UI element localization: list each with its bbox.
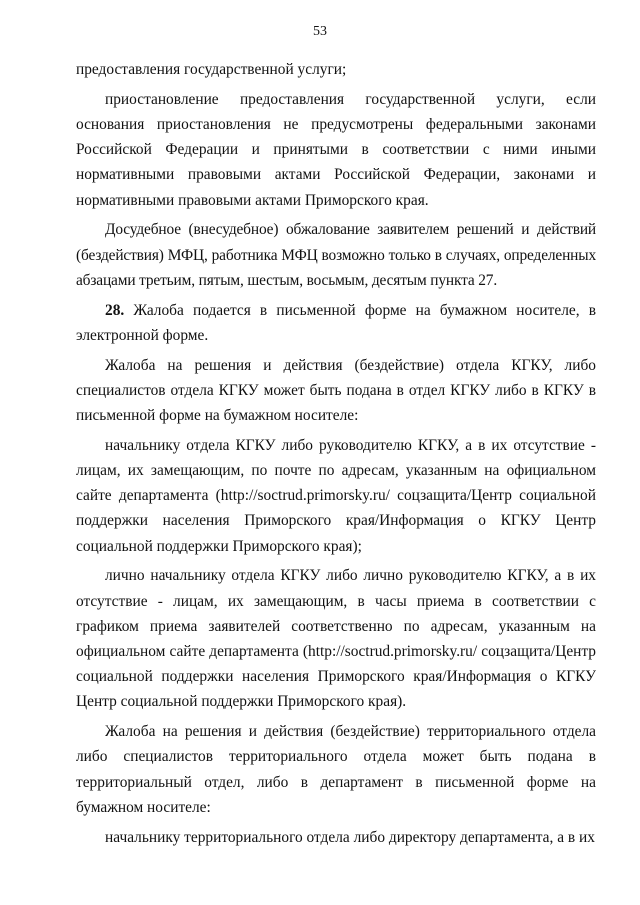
paragraph-clause-28 xyxy=(76,298,596,348)
clause-number: 28. xyxy=(105,301,125,319)
page-number: 53 xyxy=(313,24,327,39)
paragraph-complaint-territorial: Жалоба на решения и действия (бездействие) территориального отдела либо специалистов территориального отдела может быть подана в территориальный отдел, либо в департамент в письменной форме на бумажном носителе: xyxy=(76,723,596,816)
paragraph-territorial-head: начальнику территориального отдела либо директору департамента, а в их xyxy=(105,828,595,846)
paragraph-complaint-kgku: Жалоба на решения и действия (бездействие) отдела КГКУ, либо специалистов отдела КГКУ может быть подана в отдел КГКУ либо в КГКУ в письменной форме на бумажном носителе: xyxy=(76,356,596,425)
paragraph-continuation: предоставления государственной услуги; xyxy=(76,61,347,78)
document-body xyxy=(76,57,596,854)
paragraph-suspension: приостановление предоставления государственной услуги, если основания приостановления не предусмотрены федеральными законами Российской Федерации и принятыми в соответствии с ними иными нормативными правовыми актами Российской Федерации, законами и нормативными правовыми актами Приморского края. xyxy=(76,90,596,209)
paragraph-in-person: лично начальнику отдела КГКУ либо лично руководителю КГКУ, а в их отсутствие - лицам, их замещающим, в часы приема в соответствии с графиком приема заявителей соответственно по адресам, указанным на официальном сайте департамента (http://soctrud.primorsky.ru/ соцзащита/Центр социальной поддержки населения Приморского края/Информация о КГКУ Центр социальной поддержки Приморского края). xyxy=(76,567,596,711)
paragraph-by-mail: начальнику отдела КГКУ либо руководителю КГКУ, а в их отсутствие - лицам, их замещающим, по почте по адресам, указанным на официальном сайте департамента (http://soctrud.primorsky.ru/ соцзащита/Центр социальной поддержки населения Приморского края/Информация о КГКУ Центр социальной поддержки Приморского края); xyxy=(76,436,596,555)
paragraph-pretrial-appeal: Досудебное (внесудебное) обжалование заявителем решений и действий (бездействия) МФЦ, работника МФЦ возможно только в случаях, определенных абзацами третьим, пятым, шестым, восьмым, десятым пункта 27. xyxy=(76,221,596,289)
clause-28-text: Жалоба подается в письменной форме на бумажном носителе, в электронной форме. xyxy=(76,301,596,344)
